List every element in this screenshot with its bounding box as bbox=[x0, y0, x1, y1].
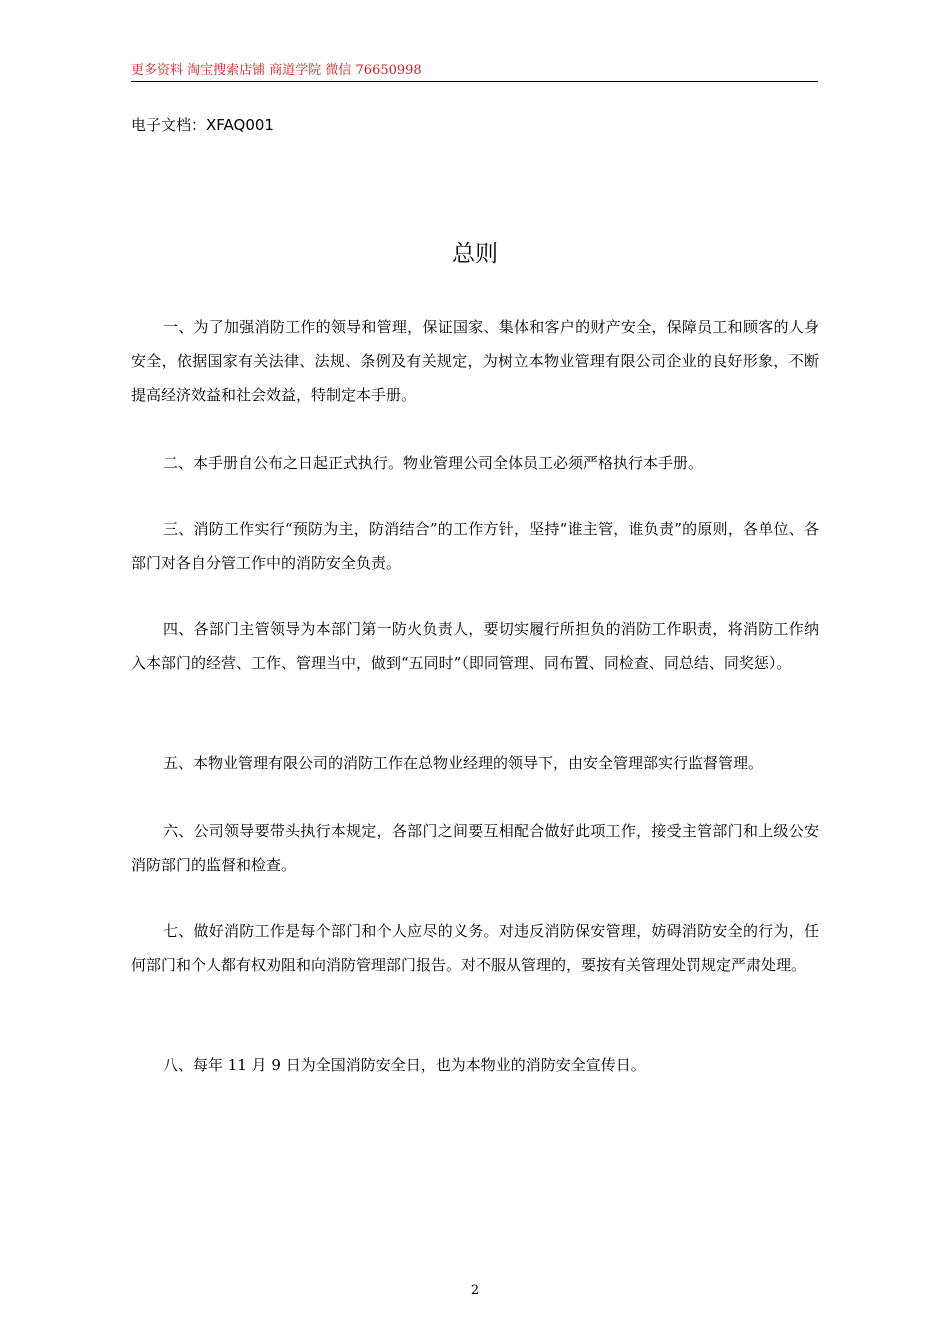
paragraph-3: 三、消防工作实行“预防为主，防消结合”的工作方针，坚持“谁主管，谁负责”的原则，各单位、各部门对各自分管工作中的消防安全负责。 bbox=[131, 520, 819, 572]
paragraph-2: 二、本手册自公布之日起正式执行。物业管理公司全体员工必须严格执行本手册。 bbox=[163, 454, 704, 472]
page-header bbox=[131, 62, 818, 82]
page-number: 2 bbox=[470, 1283, 480, 1298]
document-id: 电子文档：XFAQ001 bbox=[131, 116, 274, 134]
page-title: 总则 bbox=[452, 241, 498, 267]
paragraph-7: 七、做好消防工作是每个部门和个人应尽的义务。对违反消防保安管理，妨碍消防安全的行为，任何部门和个人都有权劝阻和向消防管理部门报告。对不服从管理的，要按有关管理处罚规定严肃处理。 bbox=[131, 922, 819, 974]
paragraph-8: 八、每年 11 月 9 日为全国消防安全日，也为本物业的消防安全宣传日。 bbox=[163, 1056, 646, 1074]
paragraph-6: 六、公司领导要带头执行本规定，各部门之间要互相配合做好此项工作，接受主管部门和上级公安消防部门的监督和检查。 bbox=[131, 822, 819, 874]
paragraph-5: 五、本物业管理有限公司的消防工作在总物业经理的领导下，由安全管理部实行监督管理。 bbox=[163, 754, 764, 772]
paragraph-4: 四、各部门主管领导为本部门第一防火负责人，要切实履行所担负的消防工作职责，将消防工作纳入本部门的经营、工作、管理当中，做到“五同时”（即同管理、同布置、同检查、同总结、同奖惩）。 bbox=[131, 620, 819, 672]
header-promo-text: 更多资料 淘宝搜索店铺 商道学院 微信 76650998 bbox=[131, 63, 422, 78]
paragraph-1: 一、为了加强消防工作的领导和管理，保证国家、集体和客户的财产安全，保障员工和顾客的人身安全，依据国家有关法律、法规、条例及有关规定，为树立本物业管理有限公司企业的良好形象，不断提高经济效益和社会效益，特制定本手册。 bbox=[131, 318, 819, 404]
